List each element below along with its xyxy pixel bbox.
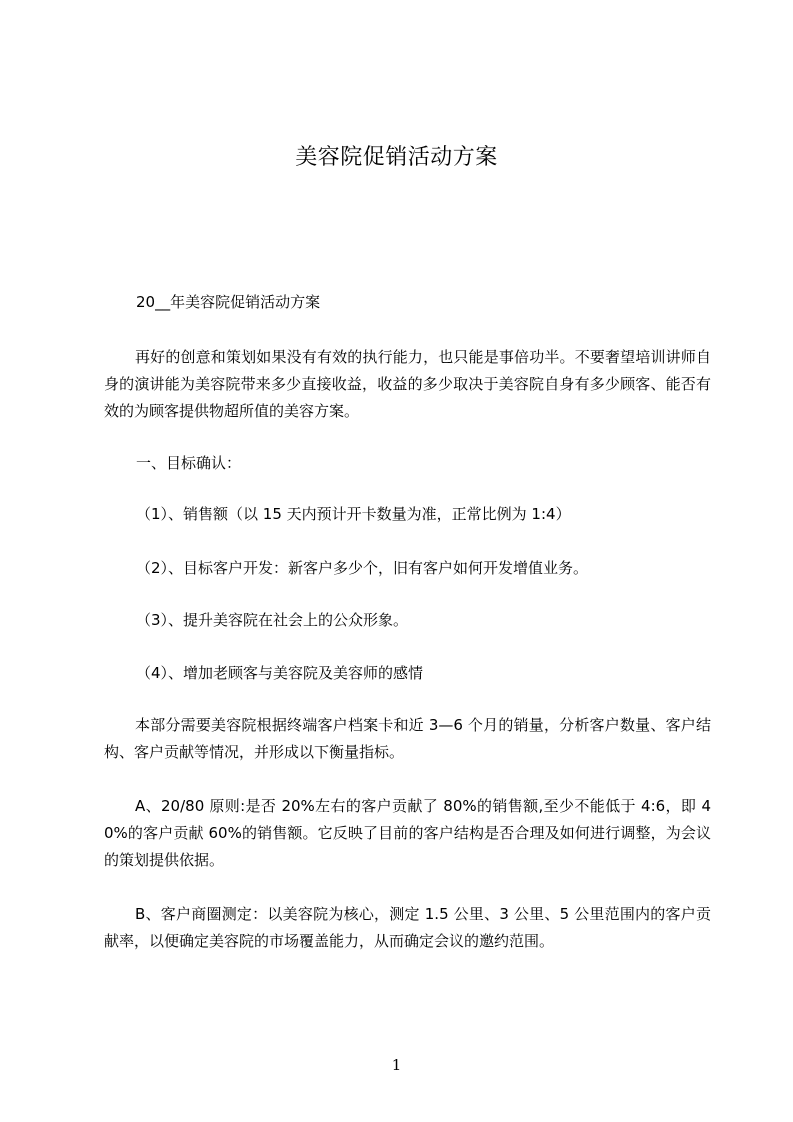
analysis-paragraph: 本部分需要美容院根据终端客户档案卡和近 3—6 个月的销量，分析客户数量、客户结构、客户贡献等情况，并形成以下衡量指标。 bbox=[104, 716, 711, 761]
goal-item-1: （1）、销售额（以 15 天内预计开卡数量为准，正常比例为 1:4） bbox=[136, 505, 571, 523]
goal-item-2: （2）、目标客户开发：新客户多少个，旧有客户如何开发增值业务。 bbox=[136, 559, 589, 577]
document-subtitle: 20__年美容院促销活动方案 bbox=[136, 293, 321, 311]
intro-paragraph: 再好的创意和策划如果没有有效的执行能力，也只能是事倍功半。不要奢望培训讲师自身的演讲能为美容院带来多少直接收益，收益的多少取决于美容院自身有多少顾客、能否有效的为顾客提供物超所值的美容方案。 bbox=[104, 348, 711, 420]
point-a-paragraph: A、20/80 原则:是否 20%左右的客户贡献了 80%的销售额,至少不能低于 4:6，即 40%的客户贡献 60%的销售额。它反映了目前的客户结构是否合理及如何进行调整，为会议的策划提供依据。 bbox=[104, 797, 711, 869]
goal-item-4: （4）、增加老顾客与美容院及美容师的感情 bbox=[136, 664, 424, 682]
goal-item-3: （3）、提升美容院在社会上的公众形象。 bbox=[136, 611, 409, 629]
section-heading: 一、目标确认： bbox=[136, 454, 242, 472]
page-number: 1 bbox=[391, 1056, 402, 1074]
document-title: 美容院促销活动方案 bbox=[295, 145, 498, 170]
point-b-paragraph: B、客户商圈测定：以美容院为核心，测定 1.5 公里、3 公里、5 公里范围内的客户贡献率，以便确定美容院的市场覆盖能力，从而确定会议的邀约范围。 bbox=[104, 905, 711, 950]
